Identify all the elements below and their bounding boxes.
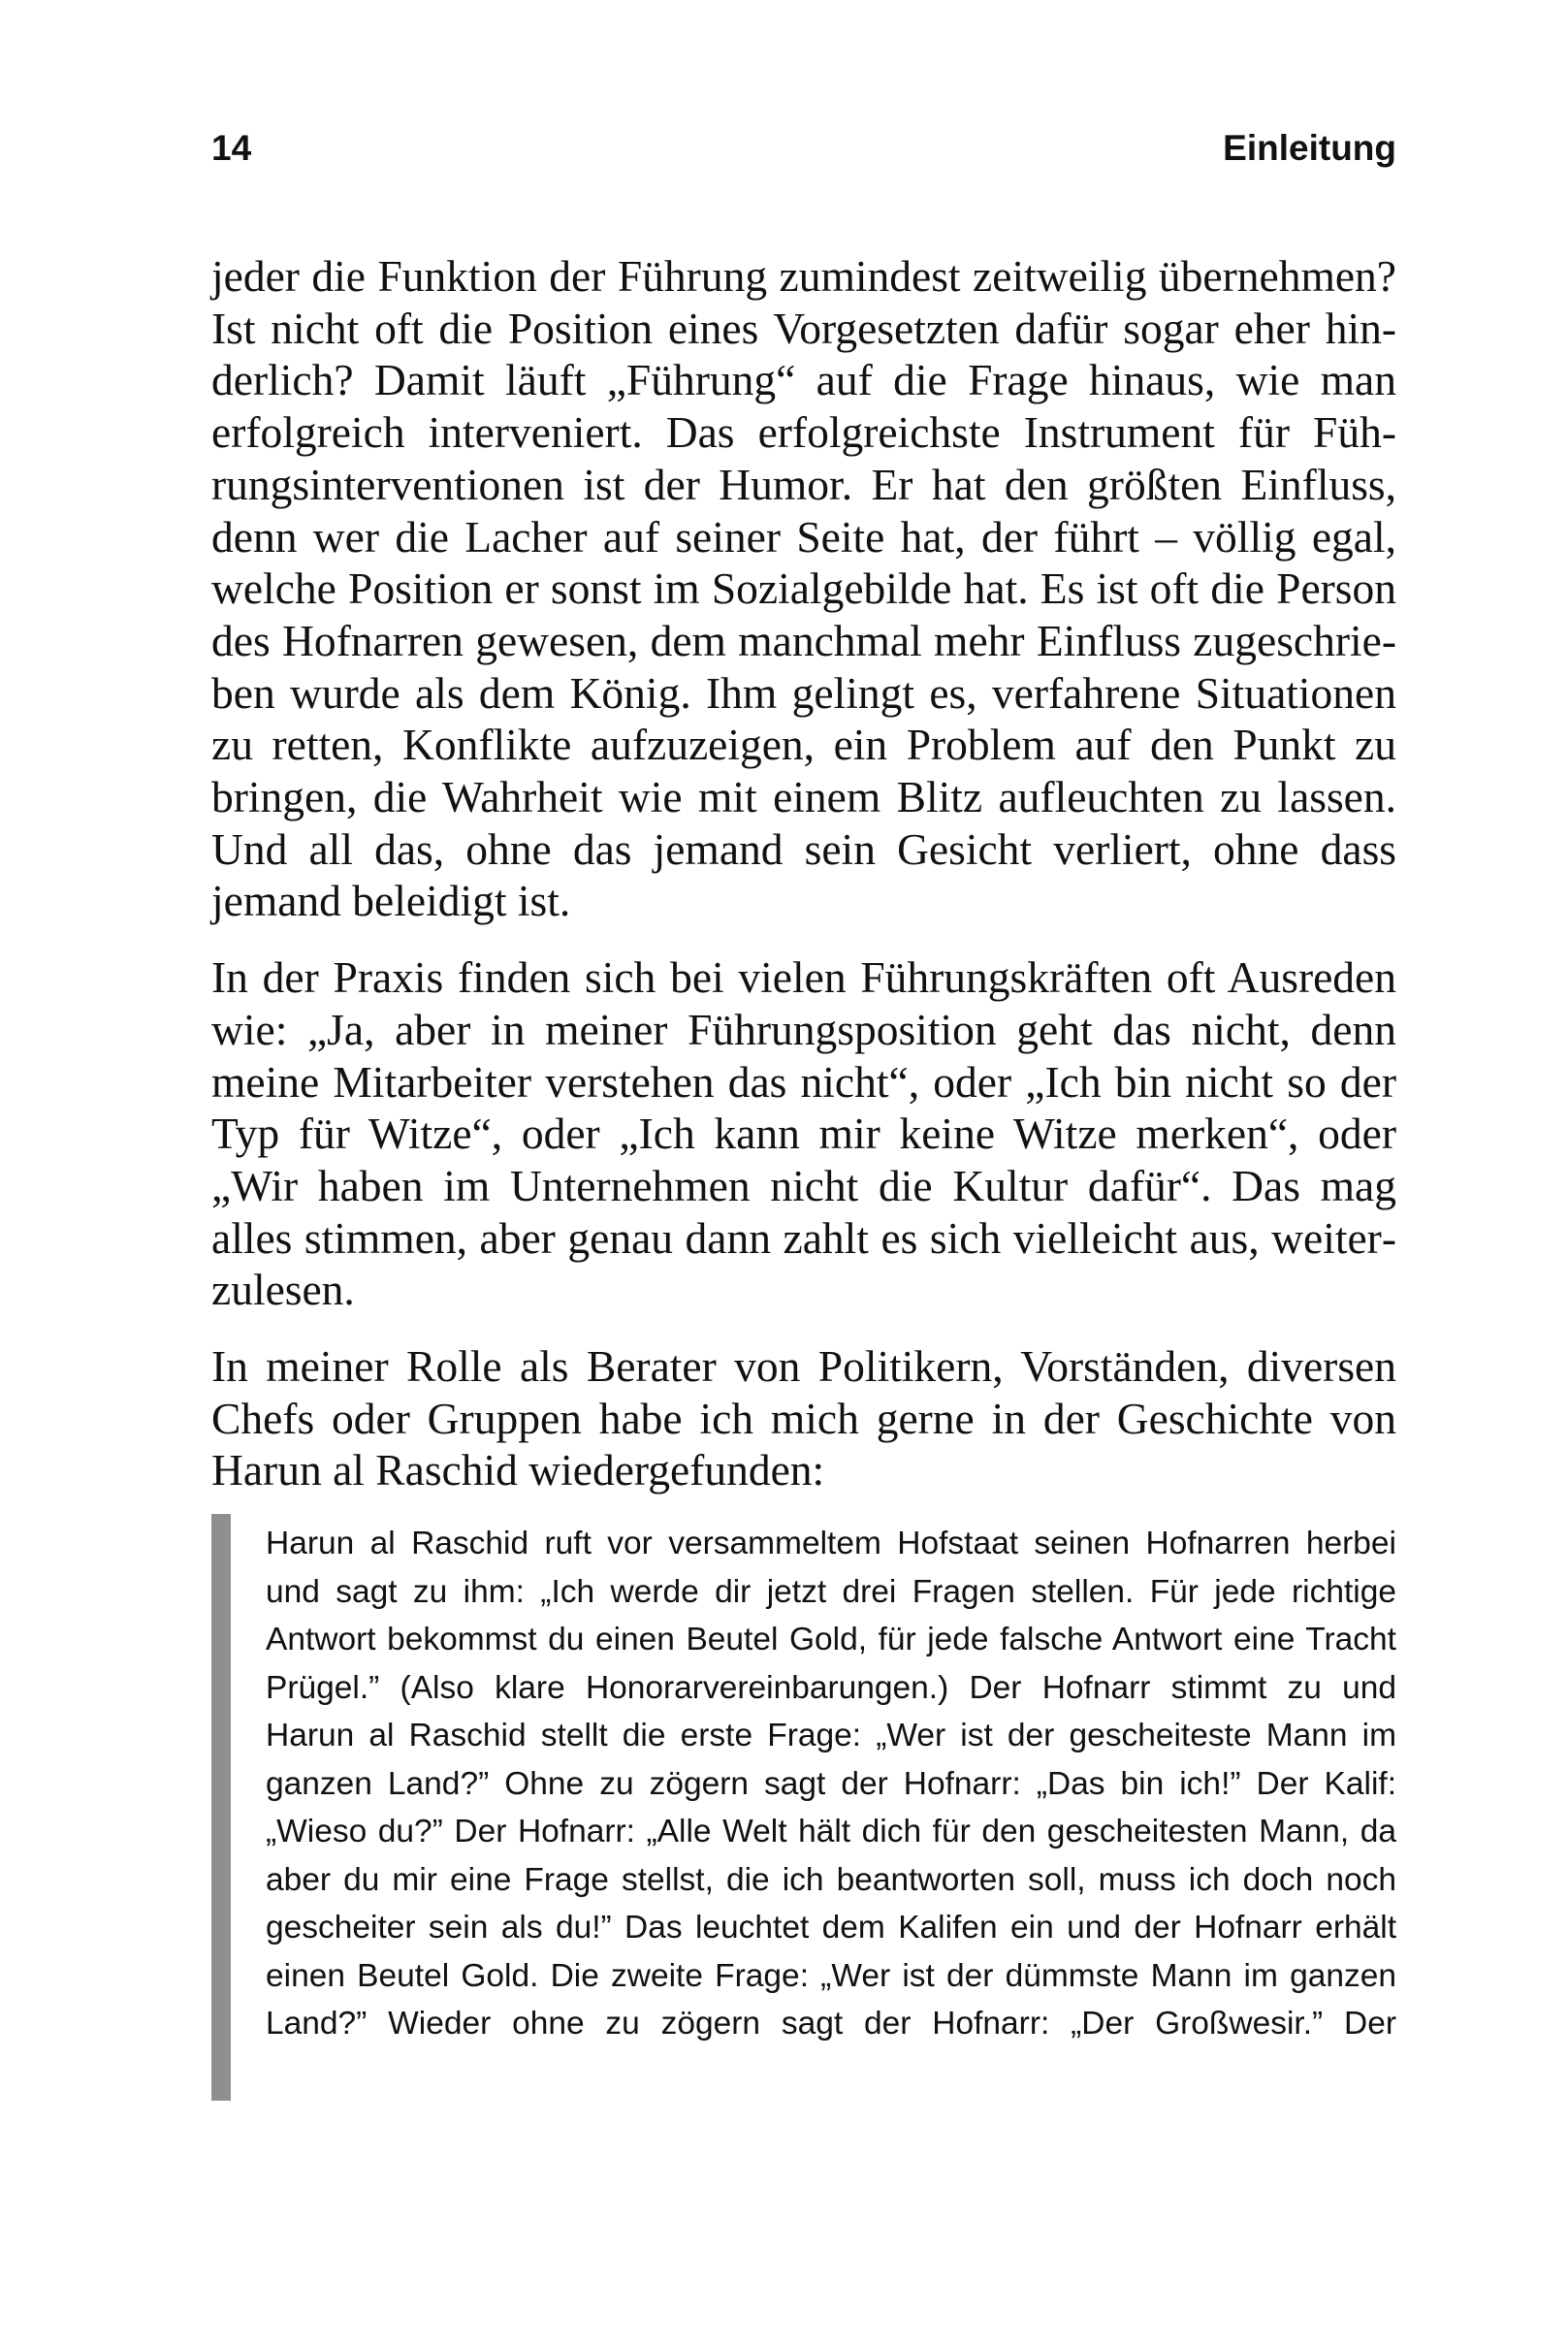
running-header bbox=[211, 124, 1396, 173]
section-title: Einleitung bbox=[1223, 128, 1396, 168]
paragraph: In meiner Rolle als Berater von Politikern, Vorständen, diversen Chefs oder Gruppen habe ich mich gerne in der Geschichte von Harun al Raschid wiedergefunden: bbox=[211, 1341, 1396, 1496]
paragraph: jeder die Funktion der Führung zumindest zeitweilig übernehmen? Ist nicht oft die Position eines Vorgesetzten dafür sogar eher hinderlich? Damit läuft „Führung“ auf die Frage hinaus, wie man erfolgreich interveniert. Das erfolgreichste Instrument für Führungsinterventionen ist der Humor. Er hat den größten Einfluss, denn wer die Lacher auf seiner Seite hat, der führt – völlig egal, welche Position er sonst im Sozialgebilde hat. Es ist oft die Person des Hofnarren gewesen, dem manchmal mehr Einfluss zugeschrieben wurde als dem König. Ihm gelingt es, verfahrene Situationen zu retten, Konflikte aufzuzeigen, ein Problem auf den Punkt zu bringen, die Wahrheit wie mit einem Blitz aufleuchten zu lassen. Und all das, ohne das jemand sein Gesicht verliert, ohne dass jemand beleidigt ist. bbox=[211, 251, 1396, 926]
paragraph: In der Praxis finden sich bei vielen Führungskräften oft Ausreden wie: „Ja, aber in meiner Führungsposition geht das nicht, denn meine Mitarbeiter verstehen das nicht“, oder „Ich bin nicht so der Typ für Witze“, oder „Ich kann mir keine Witze merken“, oder „Wir haben im Unternehmen nicht die Kultur dafür“. Das mag alles stimmen, aber genau dann zahlt es sich vielleicht aus, weiterzulesen. bbox=[211, 952, 1396, 1315]
page-number: 14 bbox=[211, 128, 252, 168]
body-text bbox=[211, 250, 1396, 1521]
story-quote-block bbox=[211, 1514, 1396, 2101]
quote-bar bbox=[211, 1514, 231, 2101]
quote-text: Harun al Raschid ruft vor versammeltem Hofstaat seinen Hofnarren herbei und sagt zu ihm: „Ich werde dir jetzt drei Fragen stellen. Für jede richtige Antwort bekommst du einen Beutel Gold, für jede falsche Antwort eine Tracht Prügel.” (Also klare Honorarvereinbarungen.) Der Hofnarr stimmt zu und Harun al Raschid stellt die erste Frage: „Wer ist der gescheiteste Mann im ganzen Land?” Ohne zu zögern sagt der Hofnarr: „Das bin ich!” Der Kalif: „Wieso du?” Der Hofnarr: „Alle Welt hält dich für den gescheitesten Mann, da aber du mir eine Frage stellst, die ich beantworten soll, muss ich doch noch gescheiter sein als du!” Das leuchtet dem Kalifen ein und der Hofnarr erhält einen Beutel Gold. Die zweite Frage: „Wer ist der dümmste Mann im ganzen Land?” Wieder ohne zu zögern sagt der Hofnarr: „Der Großwesir.” Der bbox=[266, 1526, 1396, 2042]
